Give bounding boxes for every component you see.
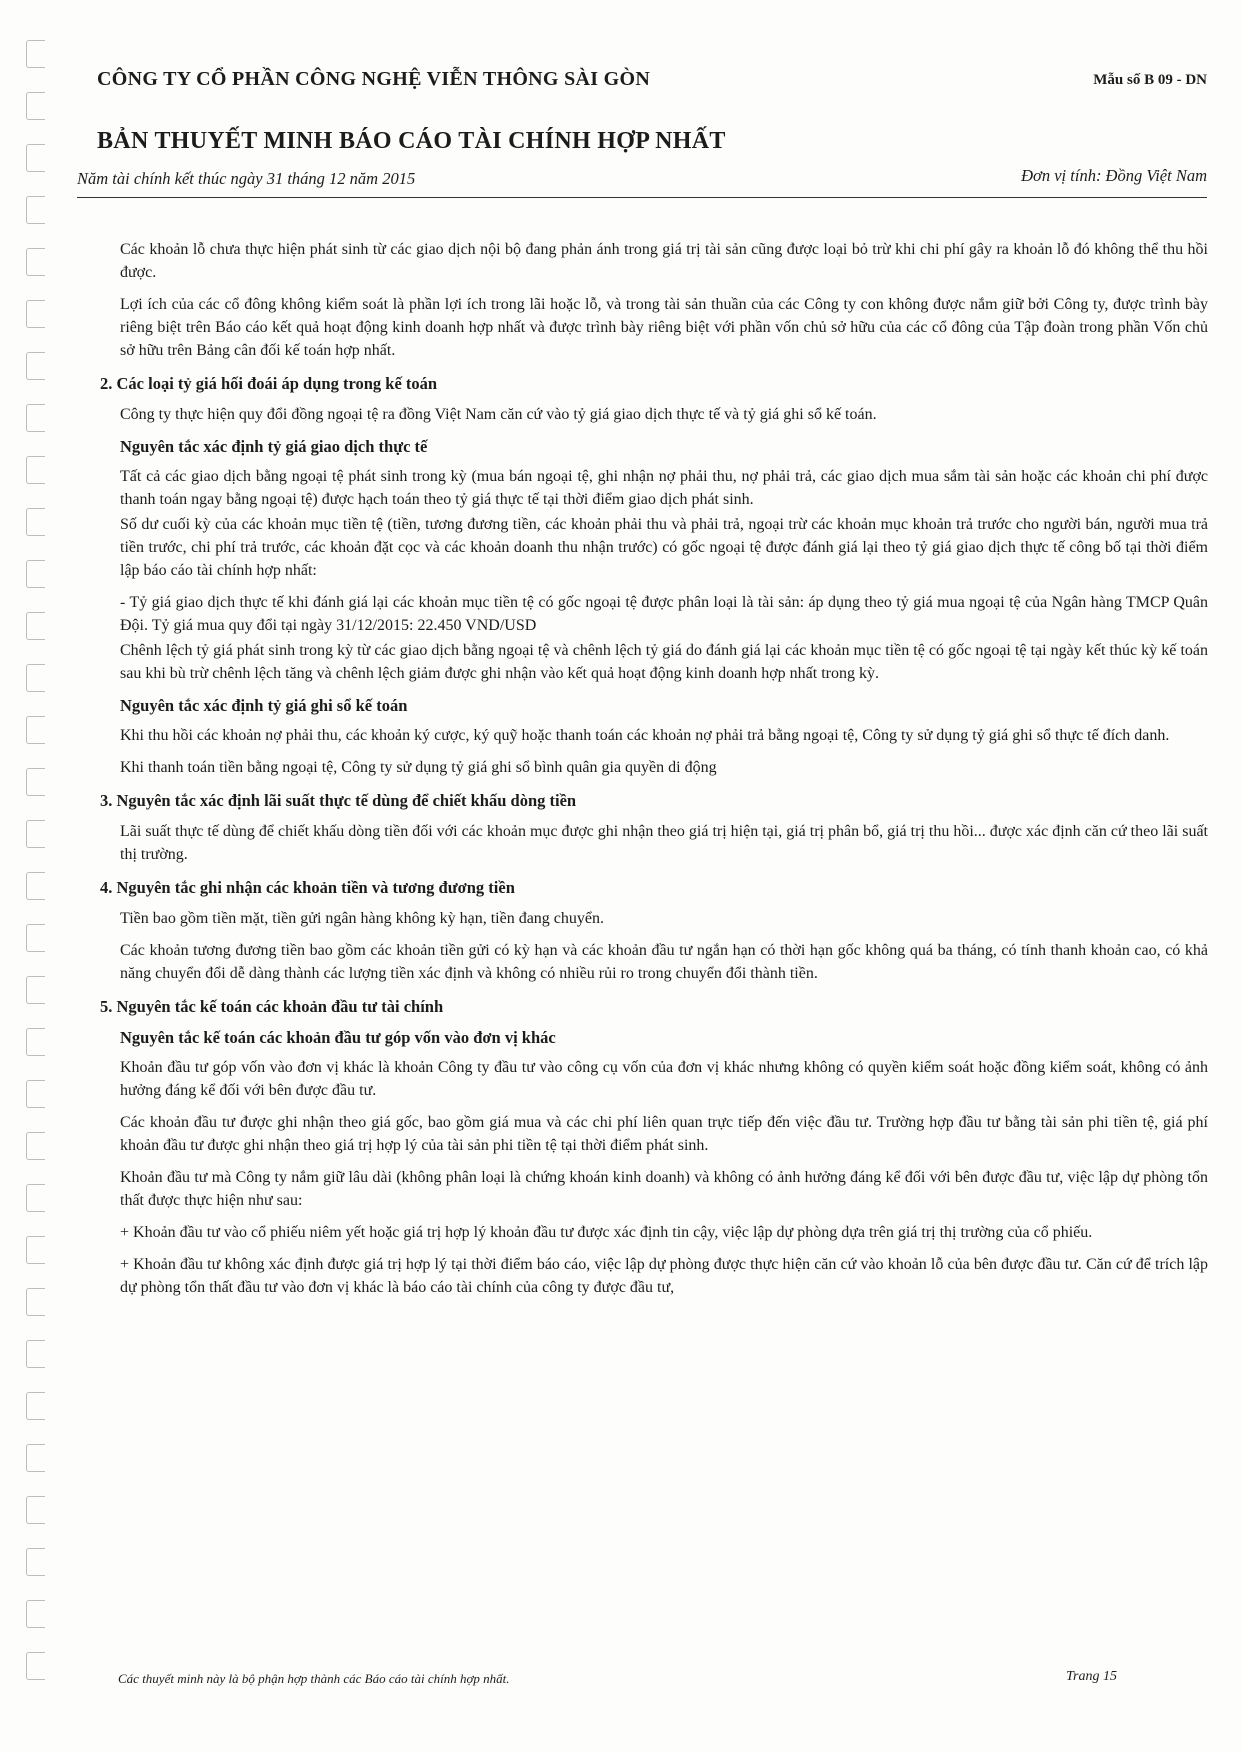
sub-heading: Nguyên tắc kế toán các khoản đầu tư góp vốn vào đơn vị khác (120, 1028, 556, 1047)
paragraph: Tiền bao gồm tiền mặt, tiền gửi ngân hàng không kỳ hạn, tiền đang chuyển. (120, 910, 604, 927)
section-heading: 3. Nguyên tắc xác định lãi suất thực tế dùng để chiết khấu dòng tiền (100, 791, 577, 810)
paragraph: + Khoản đầu tư không xác định được giá trị hợp lý tại thời điểm báo cáo, việc lập dự phòng được thực hiện căn cứ vào khoản lỗ của bên được đầu tư. Căn cứ để trích lập dự phòng tổn thất đầu tư vào đơn vị khác là báo cáo tài chính của công ty được đầu tư, (120, 1256, 1208, 1296)
binding-holes (18, 30, 52, 1730)
document-title: BẢN THUYẾT MINH BÁO CÁO TÀI CHÍNH HỢP NHẤT (97, 128, 726, 154)
fiscal-period: Năm tài chính kết thúc ngày 31 tháng 12 năm 2015 (77, 169, 416, 188)
paragraph: Các khoản đầu tư được ghi nhận theo giá gốc, bao gồm giá mua và các chi phí liên quan trực tiếp đến việc đầu tư. Trường hợp đầu tư bằng tài sản phi tiền tệ, giá phí khoản đầu tư được ghi nhận theo giá trị hợp lý của tài sản phi tiền tệ tại thời điểm phát sinh. (120, 1114, 1208, 1154)
paragraph: Các khoản lỗ chưa thực hiện phát sinh từ các giao dịch nội bộ đang phản ánh trong giá trị tài sản cũng được loại bỏ trừ khi chi phí gây ra khoản lỗ đó không thể thu hồi được. (120, 241, 1208, 281)
company-name: CÔNG TY CỔ PHẦN CÔNG NGHỆ VIỄN THÔNG SÀI GÒN (97, 68, 651, 90)
section-heading: 2. Các loại tỷ giá hối đoái áp dụng trong kế toán (100, 374, 438, 393)
form-number: Mẫu số B 09 - DN (1093, 72, 1207, 88)
paragraph: Khi thanh toán tiền bằng ngoại tệ, Công ty sử dụng tỷ giá ghi sổ bình quân gia quyền di động (120, 759, 717, 776)
paragraph: Số dư cuối kỳ của các khoản mục tiền tệ (tiền, tương đương tiền, các khoản phải thu và phải trả, ngoại trừ các khoản mục khoản trả trước cho người bán, người mua trả tiền trước, chi phí trả trước, các khoản đặt cọc và các khoản doanh thu nhận trước) có gốc ngoại tệ được đánh giá lại theo tỷ giá giao dịch thực tế công bố tại thời điểm lập báo cáo tài chính hợp nhất: (120, 516, 1208, 579)
paragraph: Lợi ích của các cổ đông không kiểm soát là phần lợi ích trong lãi hoặc lỗ, và trong tài sản thuần của các Công ty con không được nắm giữ bởi Công ty, được trình bày riêng biệt trên Báo cáo kết quả hoạt động kinh doanh hợp nhất và được trình bày riêng biệt với phần vốn chủ sở hữu của các cổ đông của Tập đoàn trong phần Vốn chủ sở hữu trên Bảng cân đối kế toán hợp nhất. (120, 296, 1208, 359)
sub-heading: Nguyên tắc xác định tỷ giá giao dịch thực tế (120, 437, 428, 456)
paragraph: Tất cả các giao dịch bằng ngoại tệ phát sinh trong kỳ (mua bán ngoại tệ, ghi nhận nợ phải thu, nợ phải trả, các giao dịch mua sắm tài sản hoặc các khoản chi phí được thanh toán ngay bằng ngoại tệ) được hạch toán theo tỷ giá thực tế tại thời điểm giao dịch phát sinh. (120, 468, 1208, 508)
document-body (100, 238, 1208, 1308)
currency-unit: Đơn vị tính: Đồng Việt Nam (1021, 166, 1207, 185)
paragraph: Công ty thực hiện quy đổi đồng ngoại tệ ra đồng Việt Nam căn cứ vào tỷ giá giao dịch thực tế và tỷ giá ghi sổ kế toán. (120, 406, 877, 423)
section-heading: 4. Nguyên tắc ghi nhận các khoản tiền và tương đương tiền (100, 878, 515, 897)
paragraph: Lãi suất thực tế dùng để chiết khấu dòng tiền đối với các khoản mục được ghi nhận theo giá trị hiện tại, giá trị phân bổ, giá trị thu hồi... được xác định căn cứ theo lãi suất thị trường. (120, 823, 1208, 863)
header-divider (77, 197, 1207, 198)
paragraph: Chênh lệch tỷ giá phát sinh trong kỳ từ các giao dịch bằng ngoại tệ và chênh lệch tỷ giá do đánh giá lại các khoản mục tiền tệ có gốc ngoại tệ tại ngày kết thúc kỳ kế toán sau khi bù trừ chênh lệch tăng và chênh lệch giảm được ghi nhận vào kết quả hoạt động kinh doanh hợp nhất trong kỳ. (120, 642, 1208, 682)
page-number: Trang 15 (1066, 1669, 1117, 1684)
paragraph: - Tỷ giá giao dịch thực tế khi đánh giá lại các khoản mục tiền tệ có gốc ngoại tệ được phân loại là tài sản: áp dụng theo tỷ giá mua ngoại tệ của Ngân hàng TMCP Quân Đội. Tỷ giá mua quy đổi tại ngày 31/12/2015: 22.450 VND/USD (120, 594, 1208, 634)
paragraph: + Khoản đầu tư vào cổ phiếu niêm yết hoặc giá trị hợp lý khoản đầu tư được xác định tin cậy, việc lập dự phòng dựa trên giá trị thị trường của cổ phiếu. (120, 1224, 1093, 1241)
paragraph: Khoản đầu tư góp vốn vào đơn vị khác là khoản Công ty đầu tư vào công cụ vốn của đơn vị khác nhưng không có quyền kiểm soát hoặc đồng kiểm soát, không có ảnh hưởng đáng kể đối với bên được đầu tư. (120, 1059, 1208, 1099)
paragraph: Các khoản tương đương tiền bao gồm các khoản tiền gửi có kỳ hạn và các khoản đầu tư ngắn hạn có thời hạn gốc không quá ba tháng, có tính thanh khoản cao, có khả năng chuyển đổi dễ dàng thành các lượng tiền xác định và không có nhiều rủi ro trong chuyển đổi thành tiền. (120, 942, 1208, 982)
paragraph: Khoản đầu tư mà Công ty nắm giữ lâu dài (không phân loại là chứng khoán kinh doanh) và không có ảnh hưởng đáng kể đối với bên được đầu tư, việc lập dự phòng tổn thất được thực hiện như sau: (120, 1169, 1208, 1209)
section-heading: 5. Nguyên tắc kế toán các khoản đầu tư tài chính (100, 997, 444, 1016)
sub-heading: Nguyên tắc xác định tỷ giá ghi sổ kế toán (120, 696, 408, 715)
footer-note: Các thuyết minh này là bộ phận hợp thành các Báo cáo tài chính hợp nhất. (118, 1671, 510, 1686)
paragraph: Khi thu hồi các khoản nợ phải thu, các khoản ký cược, ký quỹ hoặc thanh toán các khoản nợ phải trả bằng ngoại tệ, Công ty sử dụng tỷ giá ghi sổ thực tế đích danh. (120, 727, 1170, 744)
